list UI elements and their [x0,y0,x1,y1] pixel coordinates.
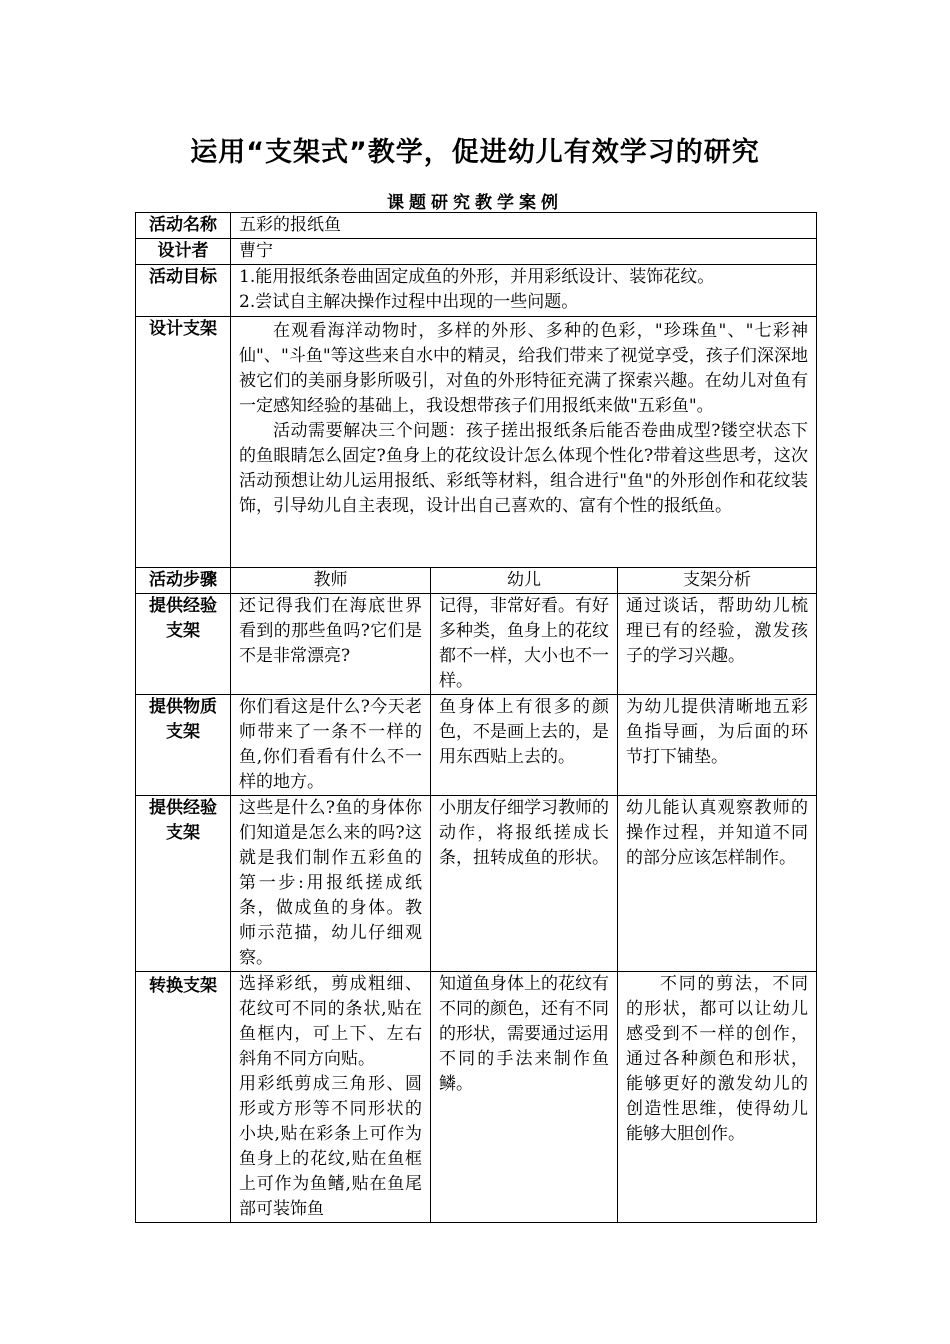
step-analysis: 幼儿能认真观察教师的操作过程，并知道不同的部分应该怎样制作。 [618,796,817,972]
step-label: 提供经验 支架 [136,594,231,695]
step-row [136,594,817,695]
goals-label: 活动目标 [136,265,231,317]
step-label: 转换支架 [136,972,231,1223]
step-teacher: 选择彩纸，剪成粗细、花纹可不同的条状,贴在鱼框内，可上下、左右斜角不同方向贴。 用彩纸剪成三角形、圆形或方形等不同形状的小块,贴在彩条上可作为鱼身上的花纹,贴在鱼框上可作为鱼鳍,贴在鱼尾部可装饰鱼 [231,972,431,1223]
activity-name-value: 五彩的报纸鱼 [231,213,817,239]
step-child: 鱼身体上有很多的颜色，不是画上去的，是用东西贴上去的。 [431,695,618,796]
step-child: 小朋友仔细学习教师的动作，将报纸搓成长条，扭转成鱼的形状。 [431,796,618,972]
row-designer [136,239,817,265]
step-analysis: 通过谈话，帮助幼儿梳理已有的经验，激发孩子的学习兴趣。 [618,594,817,695]
step-child: 知道鱼身体上的花纹有不同的颜色，还有不同的形状，需要通过运用不同的手法来制作鱼鳞。 [431,972,618,1223]
row-goals [136,265,817,317]
row-design [136,317,817,568]
step-label: 提供经验 支架 [136,796,231,972]
page-title: 运用“支架式”教学，促进幼儿有效学习的研究 [190,137,760,168]
design-label: 设计支架 [136,317,231,568]
design-value [231,317,817,568]
goals-value [231,265,817,317]
design-paragraph: 活动需要解决三个问题：孩子搓出报纸条后能否卷曲成型?镂空状态下的鱼眼睛怎么固定?鱼身上的花纹设计怎么体现个性化?带着这些思考，这次活动预想让幼儿运用报纸、彩纸等材料，组合进行"鱼"的外形创作和花纹装饰，引导幼儿自主表现，设计出自己喜欢的、富有个性的报纸鱼。 [239,421,809,516]
case-table [135,212,817,1223]
row-steps-header [136,568,817,594]
step-teacher: 这些是什么?鱼的身体你们知道是怎么来的吗?这就是我们制作五彩鱼的第一步:用报纸搓成纸条，做成鱼的身体。教师示范描，幼儿仔细观察。 [231,796,431,972]
step-teacher: 还记得我们在海底世界看到的那些鱼吗?它们是不是非常漂亮? [231,594,431,695]
step-label: 提供物质 支架 [136,695,231,796]
subtitle: 课题研究教学案例 [387,193,563,213]
teacher-column-header: 教师 [231,568,431,594]
step-row [136,695,817,796]
step-child: 记得，非常好看。有好多种类，鱼身上的花纹都不一样，大小也不一样。 [431,594,618,695]
activity-name-label: 活动名称 [136,213,231,239]
row-activity-name [136,213,817,239]
designer-label: 设计者 [136,239,231,265]
step-row [136,796,817,972]
design-paragraph: 在观看海洋动物时，多样的外形、多种的色彩，"珍珠鱼"、"七彩神仙"、"斗鱼"等这些来自水中的精灵，给我们带来了视觉享受，孩子们深深地被它们的美丽身影所吸引，对鱼的外形特征充满了探索兴趣。在幼儿对鱼有一定感知经验的基础上，我设想带孩子们用报纸来做"五彩鱼"。 [239,321,809,416]
designer-value: 曹宁 [231,239,817,265]
step-analysis: 不同的剪法，不同的形状，都可以让幼儿感受到不一样的创作，通过各种颜色和形状，能够更好的激发幼儿的创造性思维，使得幼儿能够大胆创作。 [618,972,817,1223]
steps-header-label: 活动步骤 [136,568,231,594]
step-teacher: 你们看这是什么?今天老师带来了一条不一样的鱼,你们看看有什么不一样的地方。 [231,695,431,796]
goal-item: 1.能用报纸条卷曲固定成鱼的外形，并用彩纸设计、装饰花纹。 [239,267,715,287]
analysis-column-header: 支架分析 [618,568,817,594]
goal-item: 2.尝试自主解决操作过程中出现的一些问题。 [239,292,579,312]
step-row [136,972,817,1223]
step-analysis: 为幼儿提供清晰地五彩鱼指导画，为后面的环节打下铺垫。 [618,695,817,796]
child-column-header: 幼儿 [431,568,618,594]
